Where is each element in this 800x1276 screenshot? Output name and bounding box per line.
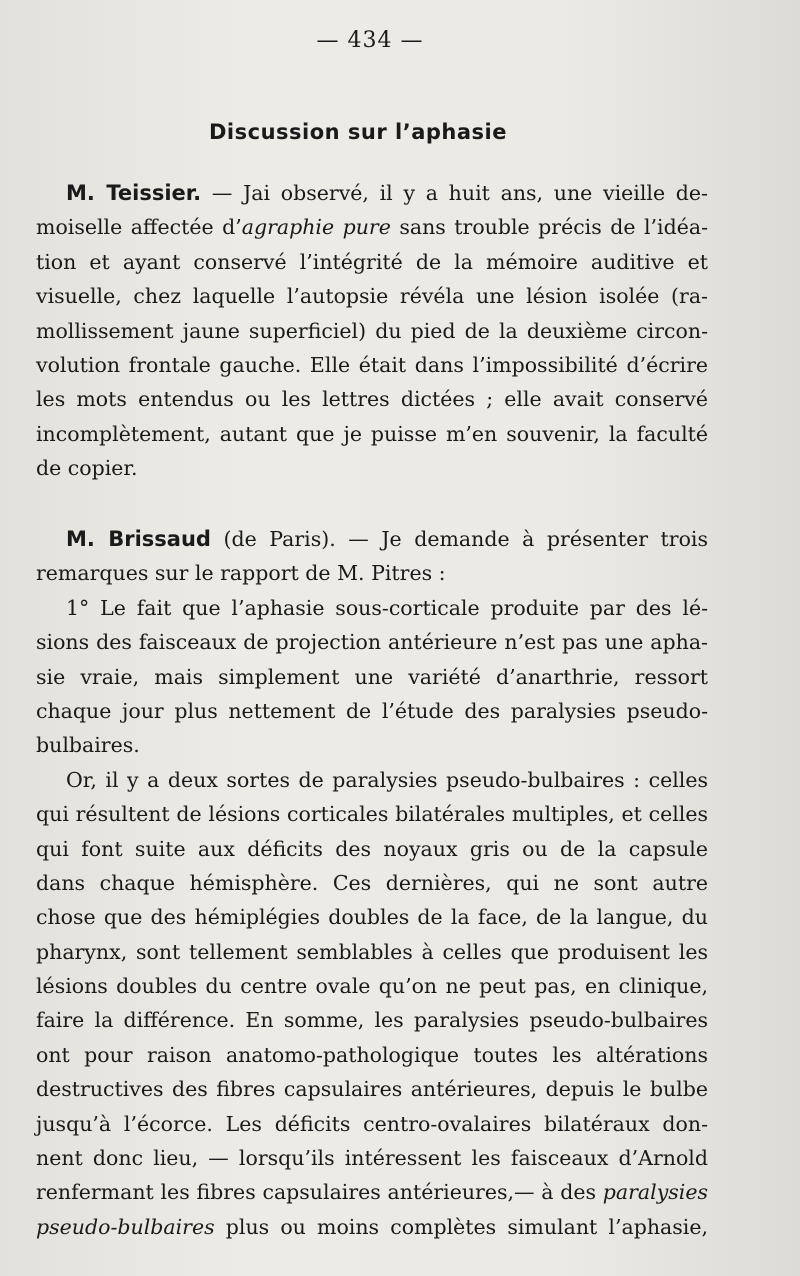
text-line: 1° Le fait que l’aphasie sous-corticale produite par des lé- [66,595,708,620]
text-line: de copier. [36,456,138,481]
text-line: destructives des fibres capsulaires antérieures, depuis le bulbe [36,1077,708,1102]
text-line: faire la différence. En somme, les paralysies pseudo-bulbaires [36,1008,708,1033]
text-line: chaque jour plus nettement de l’étude des paralysies pseudo- [36,698,708,723]
text-line: nent donc lieu, — lorsqu’ils intéressent les faisceaux d’Arnold [36,1146,708,1171]
text-line: bulbaires. [36,733,140,758]
text-line: jusqu’à l’écorce. Les déficits centro-ovalaires bilatéraux don- [36,1111,708,1136]
text-line: visuelle, chez laquelle l’autopsie révéla une lésion isolée (ra- [36,284,708,309]
text-line: mollissement jaune superficiel) du pied de la deuxième circon- [36,318,708,343]
text-line: ont pour raison anatomo-pathologique toutes les altérations [36,1042,708,1067]
paragraph-teissier [36,176,708,486]
italic-term: agraphie pure [241,215,391,240]
paragraph-brissaud [36,522,708,1244]
speaker-name: M. Teissier. [66,181,202,205]
text-line: pseudo-bulbaires plus ou moins complètes simulant l’aphasie, [36,1214,708,1239]
text-line: tion et ayant conservé l’intégrité de la mémoire auditive et [36,249,708,274]
text-line: M. Teissier. — Jai observé, il y a huit ans, une vieille de- [36,176,708,210]
text-line: volution frontale gauche. Elle était dans l’impossibilité d’écrire [36,352,708,377]
text-line: pharynx, sont tellement semblables à celles que produisent les [36,939,708,964]
text-line: dans chaque hémisphère. Ces dernières, qui ne sont autre [36,870,708,895]
text-line: Or, il y a deux sortes de paralysies pseudo-bulbaires : celles [66,767,708,792]
text-line: qui font suite aux déficits des noyaux gris ou de la capsule [36,836,708,861]
text-line: sie vraie, mais simplement une variété d’anarthrie, ressort [36,664,708,689]
text-line: remarques sur le rapport de M. Pitres : [36,561,446,586]
speaker-name: M. Brissaud [66,527,211,551]
text-line: moiselle affectée d’agraphie pure sans trouble précis de l’idéa- [36,215,709,240]
page-number: — 434 — [316,28,424,53]
section-heading: Discussion sur l’aphasie [209,120,507,144]
text-line: renfermant les fibres capsulaires antérieures,— à des paralysies [36,1180,708,1205]
italic-term: pseudo-bulbaires [36,1214,215,1239]
text-line: les mots entendus ou les lettres dictées ; elle avait conservé [36,387,708,412]
text-line: incomplètement, autant que je puisse m’en souvenir, la faculté [36,421,708,446]
text-line: lésions doubles du centre ovale qu’on ne peut pas, en clinique, [36,974,708,999]
text-line: sions des faisceaux de projection antérieure n’est pas une apha- [36,630,708,655]
text-line: M. Brissaud (de Paris). — Je demande à présenter trois [36,522,708,556]
text-line: chose que des hémiplégies doubles de la face, de la langue, du [36,905,708,930]
text-line: qui résultent de lésions corticales bilatérales multiples, et celles [36,802,708,827]
italic-term: paralysies [602,1180,708,1205]
